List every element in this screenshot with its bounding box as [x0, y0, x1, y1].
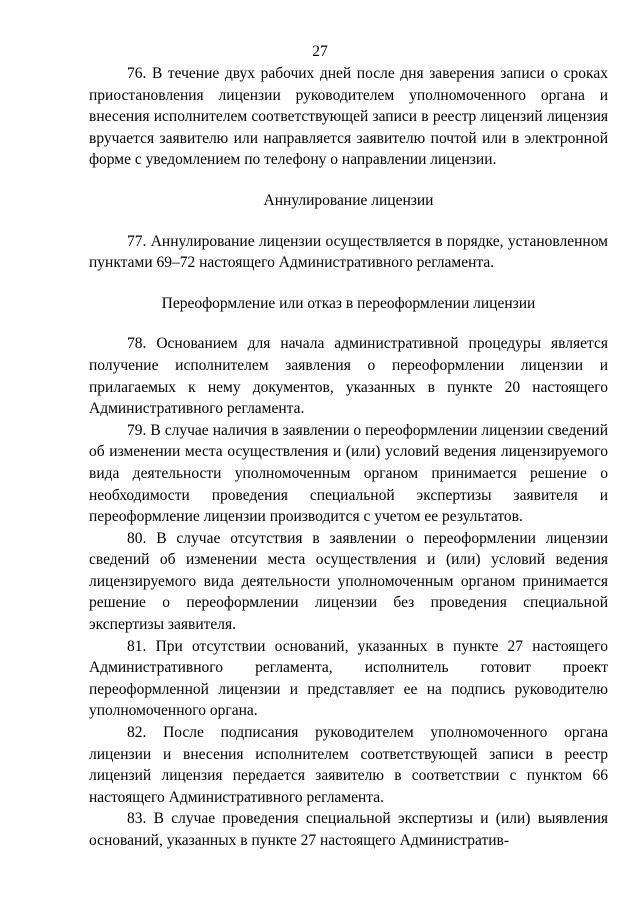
- section-heading-annulment: Аннулирование лицензии: [263, 191, 434, 209]
- paragraph-83: 83. В случае проведения специальной экспертизы и (или) выявления оснований, указанных в пункте 27 настоящего Административ-: [89, 810, 608, 849]
- paragraph-81: 81. При отсутствии оснований, указанных в пункте 27 настоящего Административного регламента, исполнитель готовит проект переоформленной лицензии и представляет ее на подпись руководителю уполномоченного органа.: [89, 637, 608, 720]
- document-body: [89, 63, 608, 852]
- paragraph-80: 80. В случае отсутствия в заявлении о переоформлении лицензии сведений об изменении места осуществления и (или) условий ведения лицензируемого вида деятельности уполномоченным органом принимается решение о переоформлении лицензии без проведения специальной экспертизы заявителя.: [89, 529, 608, 634]
- paragraph-76: 76. В течение двух рабочих дней после дня заверения записи о сроках приостановления лицензии руководителем уполномоченного органа и внесения исполнителем соответствующей записи в реестр лицензий лицензия вручается заявителю или направляется заявителю почтой или в электронной форме с уведомлением по телефону о направлении лицензии.: [89, 65, 608, 169]
- section-heading-reissue: Переоформление или отказ в переоформлении лицензии: [161, 294, 536, 312]
- page-number: 27: [312, 43, 328, 60]
- paragraph-78: 78. Основанием для начала административной процедуры является получение исполнителем заявления о переоформлении лицензии и прилагаемых к нему документов, указанных в пункте 20 настоящего Административного регламента.: [89, 335, 608, 418]
- paragraph-82: 82. После подписания руководителем уполномоченного органа лицензии и внесения исполнителем соответствующей записи в реестр лицензий лицензия передается заявителю в соответствии с пунктом 66 настоящего Административного регламента.: [89, 724, 608, 806]
- paragraph-79: 79. В случае наличия в заявлении о переоформлении лицензии сведений об изменении места осуществления и (или) условий ведения лицензируемого вида деятельности уполномоченным органом принимается решение о необходимости проведения специальной экспертизы заявителя и переоформление лицензии производится с учетом ее результатов.: [89, 421, 608, 526]
- paragraph-77: 77. Аннулирование лицензии осуществляется в порядке, установленном пунктами 69–72 настоящего Административного регламента.: [89, 232, 608, 272]
